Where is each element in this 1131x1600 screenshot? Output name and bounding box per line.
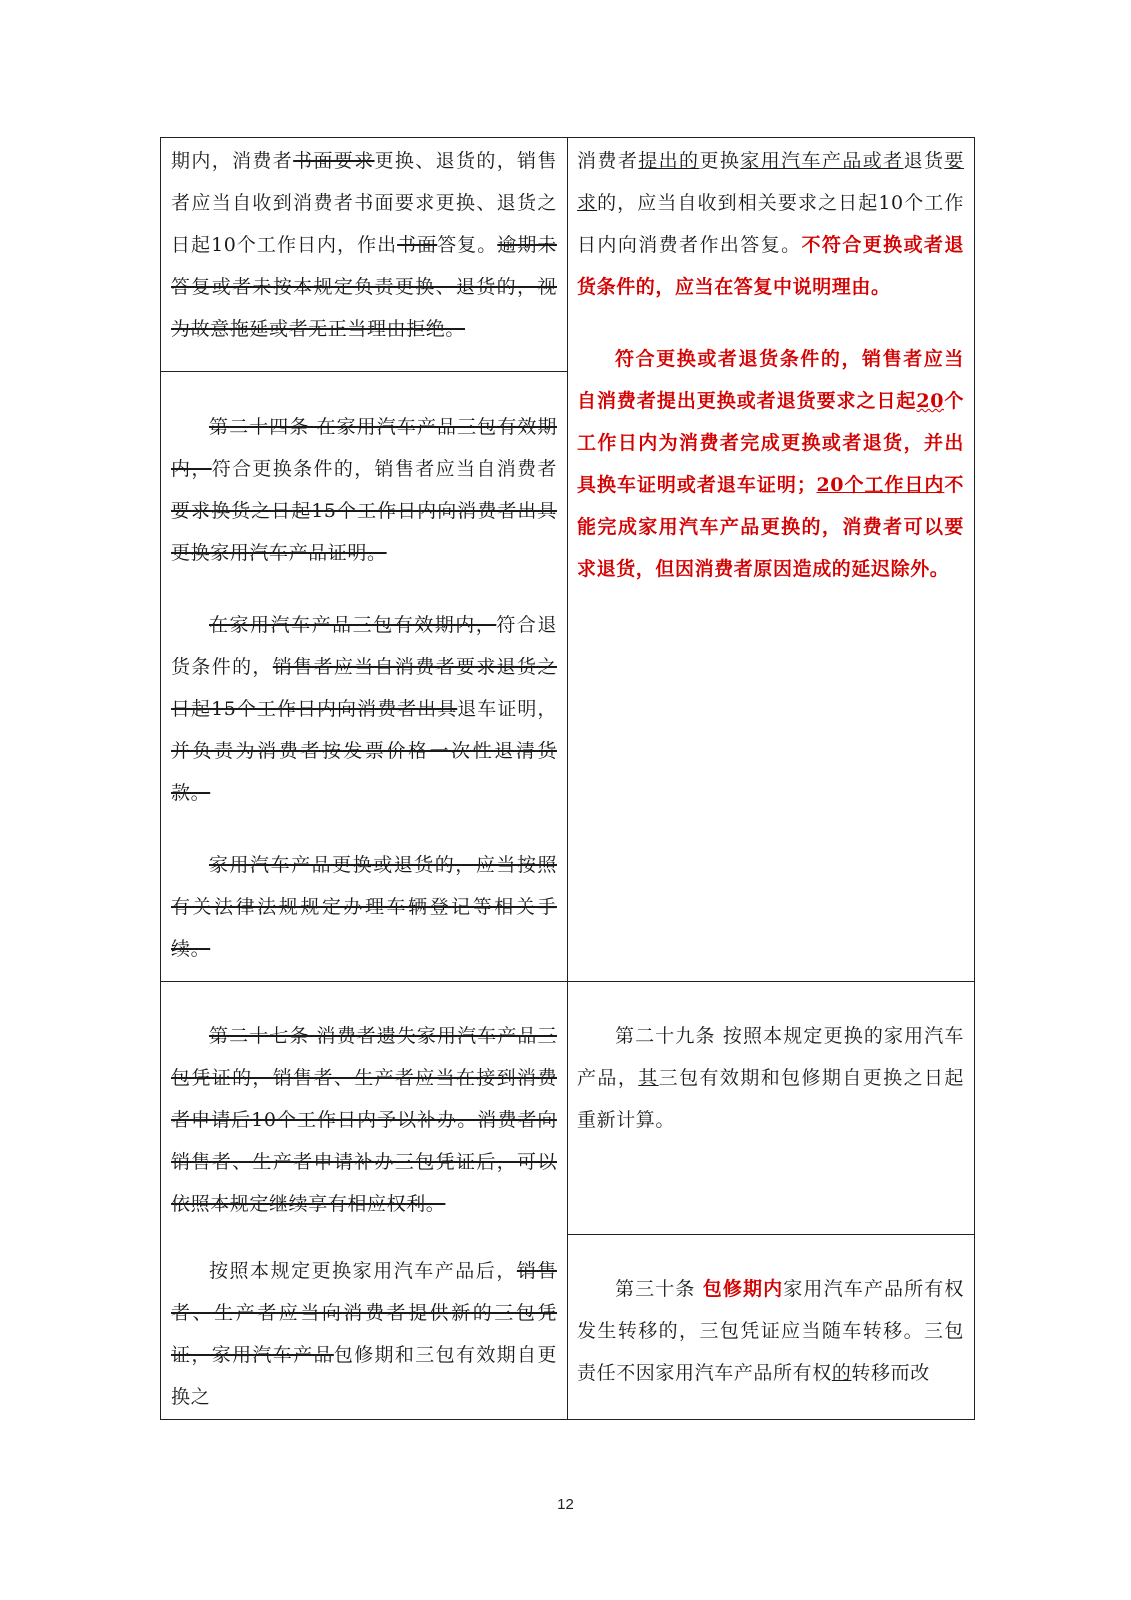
text-run: 第二十四条 在家用汽车产品三包有效期内， — [171, 416, 557, 480]
left-cell-4-text — [171, 1250, 557, 1418]
text-run: 包修期和三包有效期自更换之 — [171, 1344, 557, 1408]
right-cell-3 — [567, 1268, 974, 1394]
right-cell-1-para-2 — [577, 338, 964, 590]
right-cell-2 — [567, 1015, 974, 1141]
row-divider-right-3 — [567, 1234, 974, 1235]
text-run: 20个工作日内 — [816, 474, 945, 496]
text-run: 并负责为消费者按发票价格一次性退清货款。 — [171, 740, 557, 804]
text-run: 更换 — [699, 150, 741, 172]
page-number: 12 — [557, 1496, 574, 1513]
text-run: 三包有效期和包修期自更换之日起重新计算。 — [577, 1067, 964, 1131]
row-divider-left-1 — [161, 371, 567, 372]
left-cell-4 — [161, 1250, 567, 1418]
text-run: 的，应当自收到相关要求之日起10个工作日内向消费者作出答复。 — [577, 192, 964, 256]
comparison-table — [160, 137, 975, 1420]
text-run: 第二十九条 按照本规定更换的家用汽车产品， — [577, 1025, 964, 1089]
text-run: 家用汽车产品所有权发生转移的，三包凭证应当随车转移。三包责任不因家用汽车产品所有权 — [577, 1278, 964, 1384]
article-24-para-2 — [171, 604, 557, 814]
text-run: 销售者应当自消费者要求退货之日起15个工作日内向消费者出具 — [171, 656, 557, 720]
text-run: 个工作日内为消费者完成更换或者退货，并出具换车证明或者退车证明； — [577, 390, 964, 496]
text-run: 销售者、生产者应当向消费者提供新的三包凭证，家用汽车产品 — [171, 1260, 557, 1366]
text-run: 逾期未答复或者未按本规定负责更换、退货的，视为故意拖延或者无正当理由拒绝。 — [171, 234, 557, 340]
right-cell-1 — [567, 140, 974, 590]
right-cell-1-para-1 — [577, 140, 964, 308]
text-run: 第二十七条 消费者遗失家用汽车产品三包凭证的，销售者、生产者应当在接到消费者申请后10个工作日内予以补办。消费者向销售者、生产者申请补办三包凭证后，可以依照本规定继续享有相应权利。 — [171, 1025, 557, 1215]
article-29-text — [577, 1015, 964, 1141]
text-run: 书面要求 — [293, 150, 375, 172]
article-24-para-1 — [171, 406, 557, 574]
text-run: 符合更换条件的，销售者应当自消费者 — [211, 458, 558, 480]
text-run: 包修期内 — [702, 1278, 784, 1300]
text-run: 家用汽车产品更换或退货的，应当按照有关法律法规规定办理车辆登记等相关手续。 — [171, 854, 557, 960]
text-run: 不能完成家用汽车产品更换的，消费者可以要求退货，但因消费者原因造成的延迟除外。 — [577, 474, 964, 580]
text-run: 退车证明， — [457, 698, 557, 720]
text-run: 家用汽车产品或者 — [740, 150, 904, 172]
text-run: 的 — [831, 1362, 852, 1384]
text-run: 更换、退货的，销售者应当自收到消费者书面要求更换、退货之日起10个工作日内，作出 — [171, 150, 557, 256]
left-cell-1-text — [171, 140, 557, 350]
text-run: 答复。 — [437, 234, 498, 256]
article-30-text — [577, 1268, 964, 1394]
article-27-text — [171, 1015, 557, 1225]
article-24-para-3 — [171, 844, 557, 970]
text-run: 其 — [638, 1067, 659, 1089]
row-divider-2 — [161, 981, 974, 982]
left-cell-3 — [161, 1015, 567, 1225]
text-run: 要求换货之日起15个工作日内向消费者出具更换家用汽车产品证明。 — [171, 500, 557, 564]
text-run: 书面 — [397, 234, 438, 256]
text-run: 不符合更换或者退货条件的，应当在答复中说明理由。 — [577, 234, 964, 298]
text-run: 符合退货条件的， — [171, 614, 557, 678]
left-cell-2 — [161, 406, 567, 970]
text-run: 转移而改 — [851, 1362, 930, 1384]
left-cell-1 — [161, 140, 567, 350]
text-run: 20 — [916, 390, 945, 412]
text-run: 消费者 — [577, 150, 639, 172]
text-run: 期内，消费者 — [171, 150, 294, 172]
text-run: 要求 — [577, 150, 964, 214]
text-run: 符合更换或者退货条件的，销售者应当自消费者提出更换或者退货要求之日起 — [577, 348, 964, 412]
text-run: 在家用汽车产品三包有效期内， — [209, 614, 497, 636]
text-run: 退货 — [903, 150, 945, 172]
text-run: 提出的 — [638, 150, 700, 172]
text-run: 第三十条 — [615, 1278, 703, 1300]
text-run: 按照本规定更换家用汽车产品后， — [209, 1260, 517, 1282]
